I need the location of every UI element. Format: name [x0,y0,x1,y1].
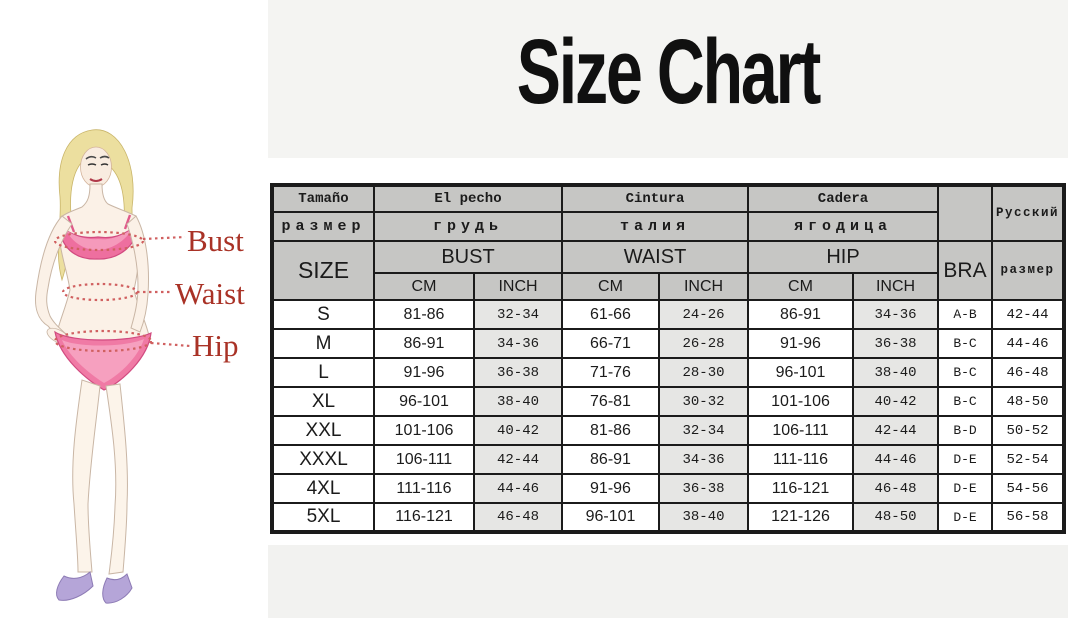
bust-inch-cell: 32-34 [474,300,562,329]
leg-right [106,384,127,574]
waist-inch-cell: 28-30 [659,358,748,387]
russian-size-cell: 52-54 [992,445,1064,474]
russian-size-cell: 48-50 [992,387,1064,416]
bra-cell: B-D [938,416,992,445]
size-chart-table [270,183,1066,534]
size-row [272,474,1064,503]
bust-cm-cell: 101-106 [374,416,474,445]
bust-inch-cell: 38-40 [474,387,562,416]
size-cell: L [272,358,374,387]
size-cell: 4XL [272,474,374,503]
waist-inch-cell: 32-34 [659,416,748,445]
header-russian-title: Русский [992,185,1064,241]
hip-inch-cell: 36-38 [853,329,938,358]
hip-cm-cell: 121-126 [748,503,853,532]
bust-inch-cell: 40-42 [474,416,562,445]
model-illustration [0,0,268,618]
waist-inch-cell: 30-32 [659,387,748,416]
bust-inch-cell: 34-36 [474,329,562,358]
waist-inch-cell: 38-40 [659,503,748,532]
header-waist-spanish: Cintura [562,185,748,212]
hip-label: Hip [192,328,239,363]
header-hip-russian: ягодица [748,212,938,241]
hip-cm-cell: 101-106 [748,387,853,416]
russian-size-cell: 50-52 [992,416,1064,445]
size-row [272,329,1064,358]
waist-cm-cell: 81-86 [562,416,659,445]
hip-cm-cell: 86-91 [748,300,853,329]
header-size-english: SIZE [272,241,374,300]
header-waist-english: WAIST [562,241,748,273]
bra-cell: D-E [938,503,992,532]
bust-cm-cell: 86-91 [374,329,474,358]
size-cell: S [272,300,374,329]
header-size-spanish: Tamaño [272,185,374,212]
header-bust-cm: CM [374,273,474,300]
bra-cell: B-C [938,358,992,387]
size-row [272,503,1064,532]
bust-inch-cell: 42-44 [474,445,562,474]
bust-connector [143,237,185,239]
hip-inch-cell: 34-36 [853,300,938,329]
bust-cm-cell: 111-116 [374,474,474,503]
size-row [272,300,1064,329]
bust-cm-cell: 116-121 [374,503,474,532]
size-cell: M [272,329,374,358]
russian-size-cell: 42-44 [992,300,1064,329]
waist-cm-cell: 86-91 [562,445,659,474]
waist-inch-cell: 36-38 [659,474,748,503]
bust-cm-cell: 91-96 [374,358,474,387]
hip-cm-cell: 91-96 [748,329,853,358]
size-row [272,387,1064,416]
hip-inch-cell: 46-48 [853,474,938,503]
header-waist-cm: CM [562,273,659,300]
waist-cm-cell: 91-96 [562,474,659,503]
page-title: Size Chart [516,20,820,123]
waist-cm-cell: 96-101 [562,503,659,532]
bust-cm-cell: 81-86 [374,300,474,329]
bra-cell: B-C [938,387,992,416]
header-bra-empty [938,185,992,241]
bust-label: Bust [187,223,244,258]
header-waist-inch: INCH [659,273,748,300]
hip-cm-cell: 106-111 [748,416,853,445]
header-row-english [272,241,1064,273]
size-row [272,445,1064,474]
leg-left [73,380,100,572]
hip-inch-cell: 44-46 [853,445,938,474]
header-russian-size: размер [992,241,1064,300]
waist-cm-cell: 66-71 [562,329,659,358]
hip-cm-cell: 96-101 [748,358,853,387]
title-panel [268,0,1068,158]
header-hip-english: HIP [748,241,938,273]
header-bust-russian: грудь [374,212,562,241]
header-row-spanish [272,185,1064,212]
woman-sketch-svg [0,112,270,618]
russian-size-cell: 44-46 [992,329,1064,358]
bust-inch-cell: 44-46 [474,474,562,503]
high-heel-left [57,572,93,600]
high-heel-right [103,574,132,603]
bra-cell: D-E [938,445,992,474]
bra-cell: A-B [938,300,992,329]
bottom-panel [268,545,1068,618]
bust-inch-cell: 46-48 [474,503,562,532]
hip-cm-cell: 116-121 [748,474,853,503]
hip-inch-cell: 48-50 [853,503,938,532]
bust-cm-cell: 106-111 [374,445,474,474]
bust-inch-cell: 36-38 [474,358,562,387]
header-hip-inch: INCH [853,273,938,300]
header-bust-inch: INCH [474,273,562,300]
header-bust-spanish: El pecho [374,185,562,212]
waist-inch-cell: 24-26 [659,300,748,329]
header-bra: BRA [938,241,992,300]
hip-inch-cell: 38-40 [853,358,938,387]
russian-size-cell: 56-58 [992,503,1064,532]
header-size-russian: размер [272,212,374,241]
size-row [272,416,1064,445]
size-cell: 5XL [272,503,374,532]
size-cell: XXXL [272,445,374,474]
header-waist-russian: талия [562,212,748,241]
hip-cm-cell: 111-116 [748,445,853,474]
bust-cm-cell: 96-101 [374,387,474,416]
waist-cm-cell: 71-76 [562,358,659,387]
hip-connector [151,343,190,346]
bra-cell: D-E [938,474,992,503]
russian-size-cell: 46-48 [992,358,1064,387]
header-hip-cm: CM [748,273,853,300]
russian-size-cell: 54-56 [992,474,1064,503]
size-cell: XL [272,387,374,416]
header-hip-spanish: Cadera [748,185,938,212]
hip-inch-cell: 40-42 [853,387,938,416]
size-row [272,358,1064,387]
waist-inch-cell: 26-28 [659,329,748,358]
hip-inch-cell: 42-44 [853,416,938,445]
waist-inch-cell: 34-36 [659,445,748,474]
waist-cm-cell: 61-66 [562,300,659,329]
bra-cell: B-C [938,329,992,358]
header-bust-english: BUST [374,241,562,273]
waist-label: Waist [175,276,245,311]
size-cell: XXL [272,416,374,445]
waist-cm-cell: 76-81 [562,387,659,416]
